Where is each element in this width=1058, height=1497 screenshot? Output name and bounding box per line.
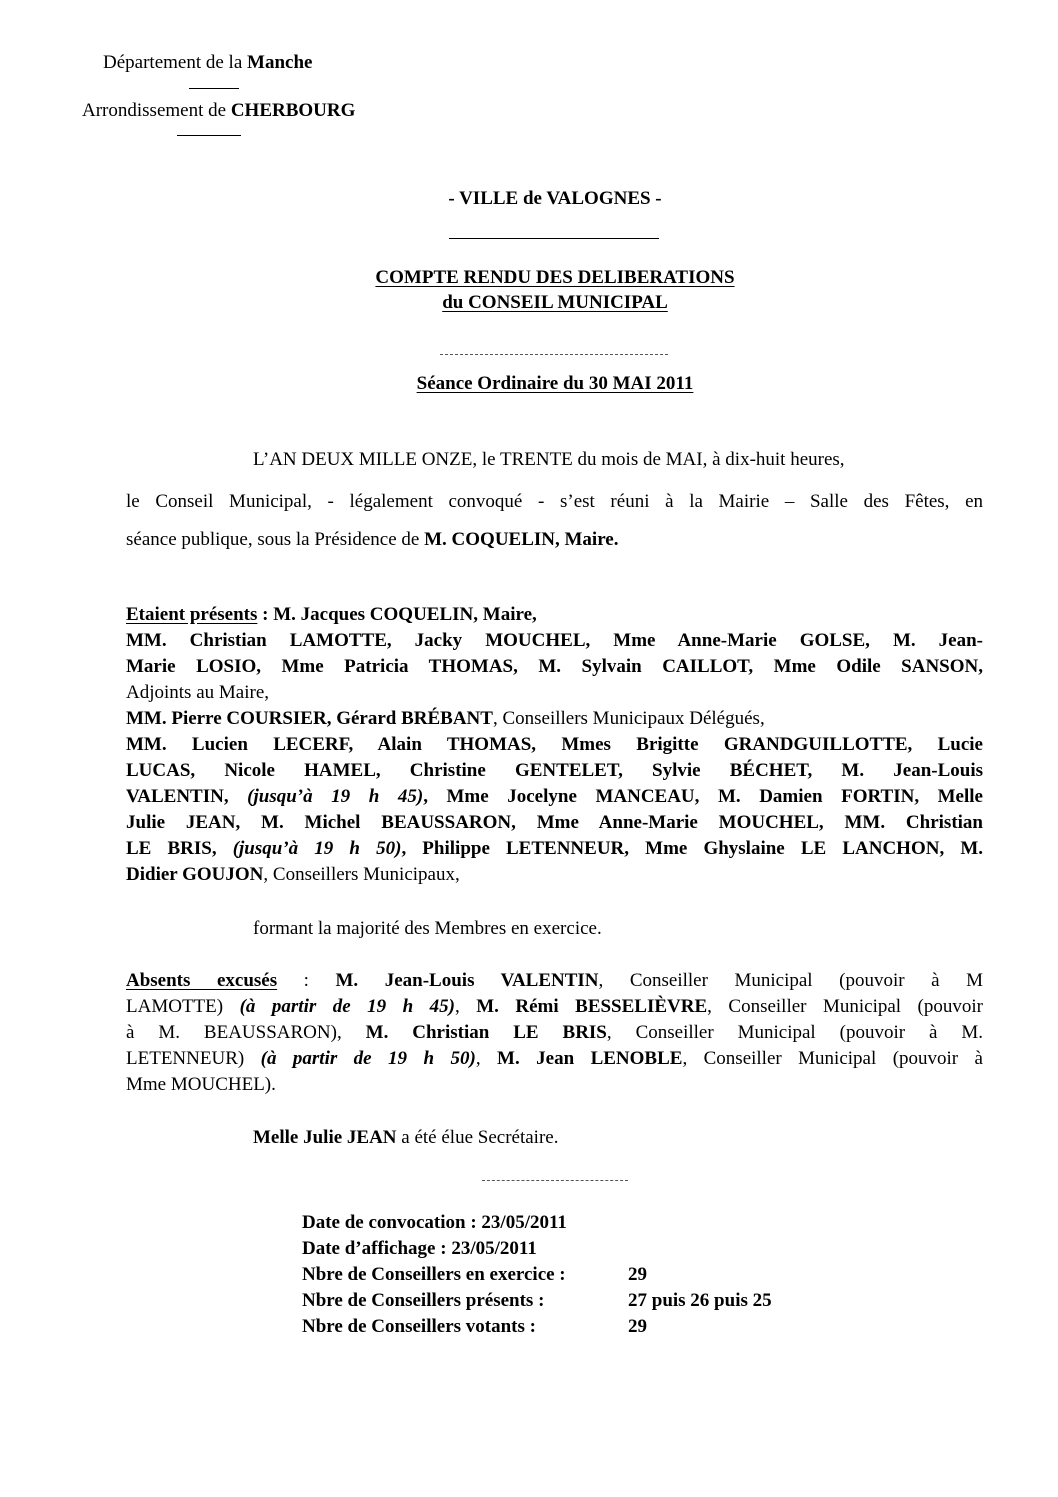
absents-line-5: Mme MOUCHEL).: [126, 1074, 276, 1095]
presents-l10-note: (jusqu’à 19 h 50): [232, 838, 402, 859]
secretaire-dashed-rule: [482, 1180, 628, 1181]
absents-l3-c: , Conseiller Municipal (pouvoir à M.: [606, 1022, 983, 1043]
presents-l10-a: LE BRIS,: [126, 838, 233, 859]
departement-name: Manche: [247, 52, 313, 73]
absents-l2-b: ,: [455, 996, 477, 1017]
presents-line-5: [126, 706, 983, 732]
conseillers-votants-value: 29: [628, 1316, 647, 1337]
conseillers-votants-label: Nbre de Conseillers votants :: [302, 1316, 536, 1337]
affichage-date: Date d’affichage : 23/05/2011: [302, 1238, 537, 1259]
absents-l4-d: , Conseiller Municipal (pouvoir à: [682, 1048, 983, 1069]
secretaire-rest: a été élue Secrétaire.: [396, 1127, 559, 1148]
presents-line-7: LUCAS, Nicole HAMEL, Christine GENTELET, Sylvie BÉCHET, M. Jean-Louis: [126, 760, 983, 781]
conseillers-presents-label: Nbre de Conseillers présents :: [302, 1290, 545, 1311]
absents-l1-name: M. Jean-Louis VALENTIN: [335, 970, 599, 991]
absents-l4-b: ,: [475, 1048, 498, 1069]
arrondissement-prefix: Arrondissement de: [82, 100, 231, 121]
presents-line-8: [126, 784, 983, 810]
departement-prefix: Département de la: [103, 52, 248, 73]
presents-l8-note: (jusqu’à 19 h 45): [247, 786, 424, 807]
ville-title: - VILLE de VALOGNES -: [448, 188, 662, 209]
absents-l4-a: LETENNEUR): [126, 1048, 261, 1069]
intro-line-1: L’AN DEUX MILLE ONZE, le TRENTE du mois de MAI, à dix-huit heures,: [253, 449, 845, 470]
conseillers-exercice-value: 29: [628, 1264, 647, 1285]
presents-line-3: Marie LOSIO, Mme Patricia THOMAS, M. Sylvain CAILLOT, Mme Odile SANSON,: [126, 656, 983, 677]
absents-line-2: [126, 994, 983, 1020]
presents-l11-role: , Conseillers Municipaux,: [263, 864, 460, 885]
presents-line-2: MM. Christian LAMOTTE, Jacky MOUCHEL, Mme Anne-Marie GOLSE, M. Jean-: [126, 630, 983, 651]
intro-president: M. COQUELIN, Maire.: [424, 529, 619, 550]
absents-l4-name: M. Jean LENOBLE: [497, 1048, 683, 1069]
absents-l2-a: LAMOTTE): [126, 996, 240, 1017]
arrondissement-line: [82, 98, 355, 124]
presents-delegues: MM. Pierre COURSIER, Gérard BRÉBANT: [126, 708, 493, 729]
absents-l2-name: M. Rémi BESSELIÈVRE: [476, 996, 708, 1017]
intro-line-3: [126, 527, 619, 553]
absents-l2-d: , Conseiller Municipal (pouvoir: [707, 996, 983, 1017]
presents-mayor: : M. Jacques COQUELIN, Maire,: [257, 604, 537, 625]
compte-rendu-title-line2: du CONSEIL MUNICIPAL: [442, 292, 668, 313]
presents-line-4: Adjoints au Maire,: [126, 682, 270, 703]
absents-l2-note: (à partir de 19 h 45): [239, 996, 455, 1017]
absents-line-4: [126, 1046, 983, 1072]
presents-block: [126, 602, 983, 888]
presents-label: Etaient présents: [126, 604, 258, 625]
absents-label: Absents excusés: [126, 970, 278, 991]
presents-line-11: [126, 862, 983, 888]
absents-l1-a: :: [277, 970, 336, 991]
absents-l1-c: , Conseiller Municipal (pouvoir à M: [598, 970, 983, 991]
absents-l3-name: M. Christian LE BRIS: [365, 1022, 607, 1043]
absents-line-1: [126, 968, 983, 994]
arrondissement-name: CHERBOURG: [230, 100, 356, 121]
absents-l4-note: (à partir de 19 h 50): [260, 1048, 476, 1069]
presents-l8-a: VALENTIN,: [126, 786, 248, 807]
absents-line-3: [126, 1020, 983, 1046]
secretaire-name: Melle Julie JEAN: [253, 1127, 397, 1148]
absents-block: [126, 968, 983, 1098]
secretaire-line: [253, 1125, 558, 1151]
conseillers-presents-value: 27 puis 26 puis 25: [628, 1290, 772, 1311]
header-rule-2: [177, 135, 241, 136]
presents-delegues-role: , Conseillers Municipaux Délégués,: [492, 708, 765, 729]
departement-line: [103, 50, 312, 76]
conseillers-exercice-label: Nbre de Conseillers en exercice :: [302, 1264, 566, 1285]
presents-l11-name: Didier GOUJON: [126, 864, 264, 885]
presents-line-9: Julie JEAN, M. Michel BEAUSSARON, Mme Anne-Marie MOUCHEL, MM. Christian: [126, 812, 983, 833]
presents-line-10: [126, 836, 983, 862]
header-rule-1: [189, 88, 239, 89]
title-rule: [449, 238, 659, 239]
convocation-date: Date de convocation : 23/05/2011: [302, 1212, 567, 1233]
presents-l8-b: , Mme Jocelyne MANCEAU, M. Damien FORTIN, Melle: [423, 786, 983, 807]
seance-title: Séance Ordinaire du 30 MAI 2011: [416, 373, 694, 394]
presents-l10-b: , Philippe LETENNEUR, Mme Ghyslaine LE LANCHON, M.: [401, 838, 984, 859]
intro-line-2: le Conseil Municipal, - légalement convoqué - s’est réuni à la Mairie – Salle des Fêtes, en: [126, 491, 983, 512]
presents-line-1: [126, 602, 983, 628]
intro-line-3-prefix: séance publique, sous la Présidence de: [126, 529, 425, 550]
absents-l3-a: à M. BEAUSSARON),: [126, 1022, 366, 1043]
title-dashed-rule: [440, 354, 668, 355]
compte-rendu-title-line1: COMPTE RENDU DES DELIBERATIONS: [375, 267, 735, 288]
majority-line: formant la majorité des Membres en exercice.: [253, 918, 602, 939]
presents-line-6: MM. Lucien LECERF, Alain THOMAS, Mmes Brigitte GRANDGUILLOTTE, Lucie: [126, 734, 983, 755]
